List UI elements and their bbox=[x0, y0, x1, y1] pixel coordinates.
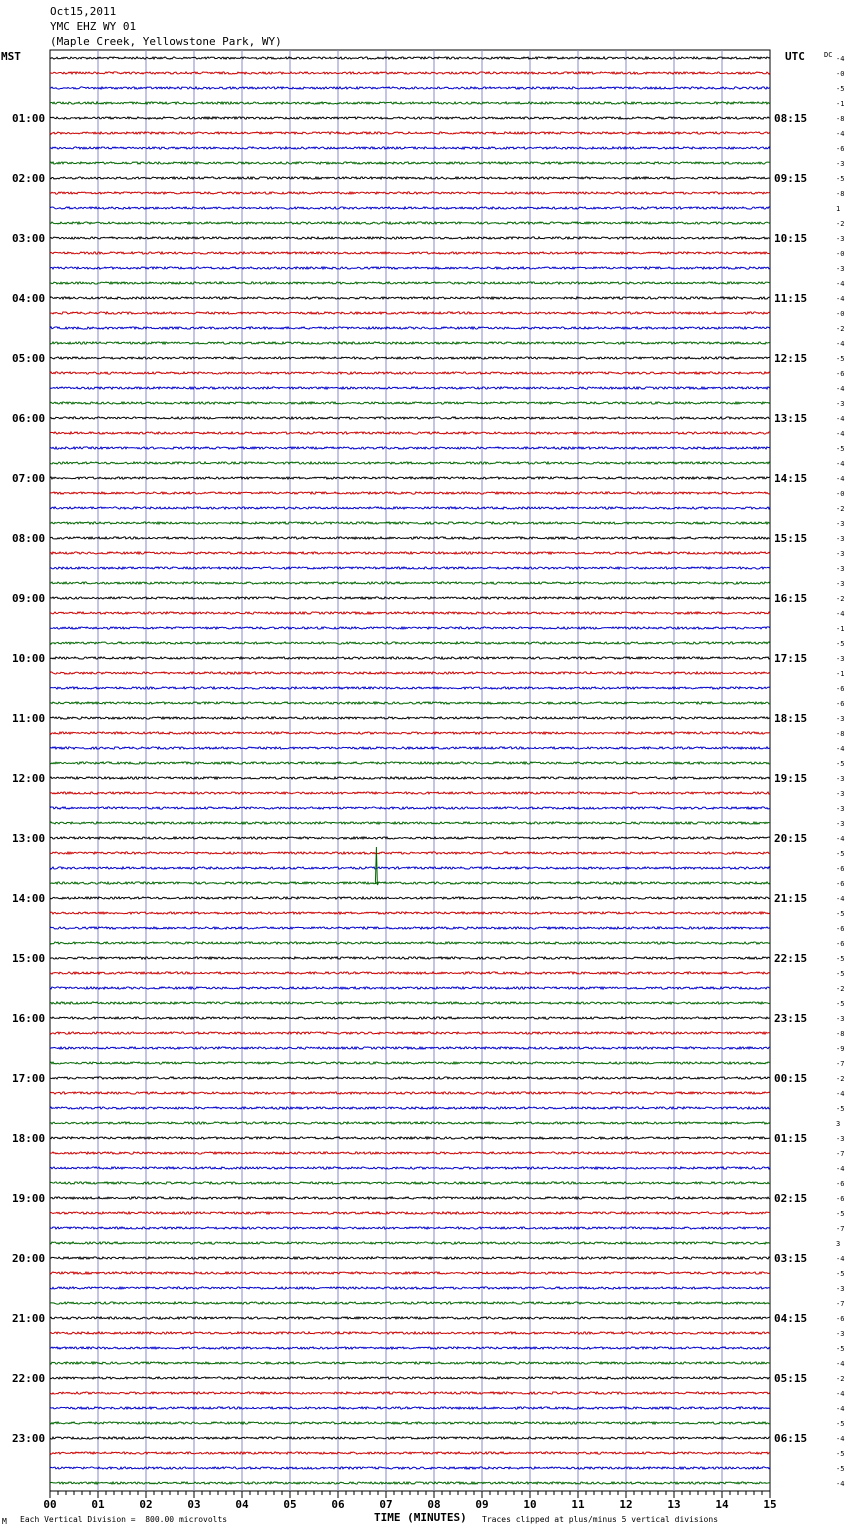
seismic-trace bbox=[50, 1032, 770, 1034]
dc-offset-label: -0 bbox=[836, 70, 845, 78]
dc-offset-label: -6 bbox=[836, 685, 845, 693]
seismic-trace bbox=[50, 807, 770, 809]
x-tick-label: 06 bbox=[331, 1498, 345, 1511]
seismic-trace bbox=[50, 282, 770, 284]
seismic-trace bbox=[50, 762, 770, 764]
dc-offset-label: -8 bbox=[836, 730, 845, 738]
dc-offset-label: -3 bbox=[836, 565, 845, 573]
dc-offset-label: -4 bbox=[836, 1255, 845, 1263]
seismic-trace bbox=[50, 102, 770, 104]
x-tick-label: 12 bbox=[619, 1498, 633, 1511]
x-tick-label: 02 bbox=[139, 1498, 153, 1511]
seismic-trace bbox=[50, 147, 770, 149]
corner-mark: M bbox=[2, 1517, 7, 1526]
dc-offset-label: -5 bbox=[836, 1450, 845, 1458]
dc-offset-label: -6 bbox=[836, 925, 845, 933]
dc-offset-label: -0 bbox=[836, 250, 845, 258]
hour-label-left: 07:00 bbox=[12, 472, 46, 485]
seismic-trace bbox=[50, 612, 770, 614]
seismic-trace bbox=[50, 207, 770, 209]
seismic-trace bbox=[50, 507, 770, 509]
dc-offset-label: -4 bbox=[836, 835, 845, 843]
seismic-trace bbox=[50, 1152, 770, 1154]
seismic-trace bbox=[50, 1077, 770, 1079]
seismic-trace bbox=[50, 447, 770, 449]
dc-offset-label: -3 bbox=[836, 805, 845, 813]
dc-offset-label: -5 bbox=[836, 175, 845, 183]
dc-offset-label: -5 bbox=[836, 760, 845, 768]
plot-frame bbox=[50, 50, 770, 1491]
dc-offset-label: -4 bbox=[836, 745, 845, 753]
seismic-trace bbox=[50, 1332, 770, 1334]
dc-offset-label: -3 bbox=[836, 1330, 845, 1338]
hour-label-right: 15:15 bbox=[774, 532, 808, 545]
dc-offset-label: -0 bbox=[836, 310, 845, 318]
x-axis-title: TIME (MINUTES) bbox=[374, 1511, 467, 1524]
dc-offset-label: -6 bbox=[836, 880, 845, 888]
seismic-trace bbox=[50, 1017, 770, 1019]
seismic-trace bbox=[50, 1287, 770, 1289]
seismic-trace bbox=[50, 882, 770, 884]
seismic-trace bbox=[50, 1422, 770, 1424]
seismic-trace bbox=[50, 822, 770, 824]
seismic-trace bbox=[50, 132, 770, 134]
dc-offset-label: -3 bbox=[836, 160, 845, 168]
seismic-trace bbox=[50, 942, 770, 944]
seismic-trace bbox=[50, 432, 770, 434]
header-station: YMC EHZ WY 01 bbox=[50, 20, 137, 33]
x-tick-label: 00 bbox=[43, 1498, 57, 1511]
dc-offset-label: -5 bbox=[836, 955, 845, 963]
hour-label-right: 18:15 bbox=[774, 712, 808, 725]
seismic-trace bbox=[50, 402, 770, 404]
hour-label-right: 06:15 bbox=[774, 1432, 808, 1445]
dc-offset-label: -2 bbox=[836, 1375, 845, 1383]
seismic-trace bbox=[50, 1002, 770, 1004]
dc-offset-label: -4 bbox=[836, 1090, 845, 1098]
dc-offset-label: -5 bbox=[836, 1420, 845, 1428]
seismic-trace bbox=[50, 687, 770, 689]
dc-offset-label: -9 bbox=[836, 1045, 845, 1053]
hour-label-left: 19:00 bbox=[12, 1192, 46, 1205]
seismic-trace bbox=[50, 672, 770, 674]
hour-label-left: 16:00 bbox=[12, 1012, 46, 1025]
seismic-trace bbox=[50, 312, 770, 314]
hour-label-right: 02:15 bbox=[774, 1192, 808, 1205]
hour-label-left: 21:00 bbox=[12, 1312, 46, 1325]
seismic-trace bbox=[50, 417, 770, 419]
seismic-trace bbox=[50, 372, 770, 374]
hour-label-left: 13:00 bbox=[12, 832, 46, 845]
dc-offset-label: -5 bbox=[836, 355, 845, 363]
hour-label-left: 17:00 bbox=[12, 1072, 46, 1085]
dc-offset-label: -4 bbox=[836, 295, 845, 303]
dc-offset-label: -3 bbox=[836, 655, 845, 663]
x-tick-label: 03 bbox=[187, 1498, 201, 1511]
hour-label-right: 03:15 bbox=[774, 1252, 808, 1265]
dc-offset-label: -6 bbox=[836, 145, 845, 153]
seismic-trace bbox=[50, 462, 770, 464]
hour-label-right: 01:15 bbox=[774, 1132, 808, 1145]
hour-label-left: 12:00 bbox=[12, 772, 46, 785]
hour-label-left: 14:00 bbox=[12, 892, 46, 905]
seismic-trace bbox=[50, 897, 770, 899]
dc-offset-label: -5 bbox=[836, 1270, 845, 1278]
dc-offset-label: -2 bbox=[836, 505, 845, 513]
hour-label-left: 06:00 bbox=[12, 412, 46, 425]
x-tick-label: 05 bbox=[283, 1498, 297, 1511]
seismic-trace bbox=[50, 1122, 770, 1124]
dc-offset-label: -2 bbox=[836, 985, 845, 993]
dc-offset-label: -3 bbox=[836, 1135, 845, 1143]
x-tick-label: 09 bbox=[475, 1498, 489, 1511]
hour-label-right: 12:15 bbox=[774, 352, 808, 365]
seismic-trace bbox=[50, 567, 770, 569]
seismic-trace bbox=[50, 1437, 770, 1439]
dc-offset-label: -5 bbox=[836, 85, 845, 93]
dc-offset-label: -5 bbox=[836, 970, 845, 978]
seismic-trace bbox=[50, 1092, 770, 1094]
seismic-trace bbox=[50, 1227, 770, 1229]
seismic-trace bbox=[50, 552, 770, 554]
seismic-trace bbox=[50, 222, 770, 224]
seismic-trace bbox=[50, 657, 770, 659]
dc-offset-label: -4 bbox=[836, 475, 845, 483]
dc-offset-label: -7 bbox=[836, 1225, 845, 1233]
seismic-trace bbox=[50, 1362, 770, 1364]
hour-label-left: 20:00 bbox=[12, 1252, 46, 1265]
dc-offset-label: -4 bbox=[836, 610, 845, 618]
hour-label-left: 08:00 bbox=[12, 532, 46, 545]
seismic-trace bbox=[50, 747, 770, 749]
seismic-trace bbox=[50, 1452, 770, 1454]
dc-offset-label: -4 bbox=[836, 130, 845, 138]
dc-offset-label: -2 bbox=[836, 1075, 845, 1083]
hour-label-right: 11:15 bbox=[774, 292, 808, 305]
seismic-trace bbox=[50, 252, 770, 254]
dc-offset-label: -5 bbox=[836, 1000, 845, 1008]
x-tick-label: 10 bbox=[523, 1498, 537, 1511]
dc-offset-label: -5 bbox=[836, 445, 845, 453]
dc-offset-label: 1 bbox=[836, 205, 841, 213]
hour-label-right: 09:15 bbox=[774, 172, 808, 185]
seismic-trace bbox=[50, 852, 770, 854]
seismic-trace bbox=[50, 387, 770, 389]
seismic-trace bbox=[50, 1242, 770, 1244]
seismic-trace bbox=[50, 72, 770, 74]
dc-offset-label: -1 bbox=[836, 670, 845, 678]
dc-offset-label: -3 bbox=[836, 1015, 845, 1023]
seismic-trace bbox=[50, 297, 770, 299]
dc-offset-label: -5 bbox=[836, 1465, 845, 1473]
hour-label-left: 18:00 bbox=[12, 1132, 46, 1145]
hour-label-left: 05:00 bbox=[12, 352, 46, 365]
seismic-trace bbox=[50, 1167, 770, 1169]
dc-offset-label: -4 bbox=[836, 1360, 845, 1368]
dc-offset-label: -3 bbox=[836, 790, 845, 798]
seismic-trace bbox=[50, 192, 770, 194]
hour-label-right: 08:15 bbox=[774, 112, 808, 125]
hour-label-left: 23:00 bbox=[12, 1432, 46, 1445]
dc-offset-label: -1 bbox=[836, 100, 845, 108]
dc-offset-label: -6 bbox=[836, 370, 845, 378]
hour-label-left: 09:00 bbox=[12, 592, 46, 605]
hour-label-left: 01:00 bbox=[12, 112, 46, 125]
dc-offset-label: -6 bbox=[836, 865, 845, 873]
dc-offset-label: -7 bbox=[836, 1300, 845, 1308]
x-tick-label: 08 bbox=[427, 1498, 441, 1511]
dc-offset-label: -8 bbox=[836, 1030, 845, 1038]
seismic-trace bbox=[50, 1347, 770, 1349]
seismic-trace bbox=[50, 972, 770, 974]
hour-label-left: 02:00 bbox=[12, 172, 46, 185]
x-tick-label: 07 bbox=[379, 1498, 393, 1511]
hour-label-right: 16:15 bbox=[774, 592, 808, 605]
scale-note: Each Vertical Division = 800.00 microvolts bbox=[20, 1515, 228, 1524]
seismic-trace bbox=[50, 1467, 770, 1469]
seismic-trace bbox=[50, 1317, 770, 1319]
dc-offset-label: 3 bbox=[836, 1240, 841, 1248]
dc-offset-label: -6 bbox=[836, 1195, 845, 1203]
dc-offset-label: -4 bbox=[836, 55, 845, 63]
seismic-trace bbox=[50, 87, 770, 89]
seismic-trace bbox=[50, 912, 770, 914]
seismic-trace bbox=[50, 522, 770, 524]
seismic-trace bbox=[50, 327, 770, 329]
hour-label-right: 20:15 bbox=[774, 832, 808, 845]
seismic-trace bbox=[50, 732, 770, 734]
seismic-trace bbox=[50, 162, 770, 164]
hour-label-right: 14:15 bbox=[774, 472, 808, 485]
seismic-trace bbox=[50, 237, 770, 239]
dc-offset-label: -5 bbox=[836, 850, 845, 858]
seismic-trace bbox=[50, 1197, 770, 1199]
hour-label-right: 13:15 bbox=[774, 412, 808, 425]
seismic-trace bbox=[50, 1407, 770, 1409]
dc-offset-label: -8 bbox=[836, 190, 845, 198]
dc-offset-label: -6 bbox=[836, 1180, 845, 1188]
dc-offset-label: 3 bbox=[836, 1120, 841, 1128]
dc-offset-label: -3 bbox=[836, 775, 845, 783]
seismic-trace bbox=[50, 777, 770, 779]
seismic-trace bbox=[50, 357, 770, 359]
dc-offset-label: -4 bbox=[836, 430, 845, 438]
hour-label-right: 05:15 bbox=[774, 1372, 808, 1385]
dc-offset-label: -3 bbox=[836, 235, 845, 243]
seismic-trace bbox=[50, 1047, 770, 1049]
hour-label-right: 22:15 bbox=[774, 952, 808, 965]
seismic-trace bbox=[50, 537, 770, 539]
hour-label-left: 11:00 bbox=[12, 712, 46, 725]
dc-offset-label: -7 bbox=[836, 1150, 845, 1158]
hour-label-right: 21:15 bbox=[774, 892, 808, 905]
seismic-trace bbox=[50, 1272, 770, 1274]
dc-offset-label: -3 bbox=[836, 820, 845, 828]
seismic-trace bbox=[50, 1377, 770, 1379]
hour-label-right: 17:15 bbox=[774, 652, 808, 665]
dc-offset-label: -5 bbox=[836, 1105, 845, 1113]
hour-label-left: 15:00 bbox=[12, 952, 46, 965]
seismic-trace bbox=[50, 1062, 770, 1064]
right-axis-label: UTC bbox=[785, 50, 805, 63]
dc-offset-label: -3 bbox=[836, 265, 845, 273]
seismic-trace bbox=[50, 342, 770, 344]
hour-label-right: 23:15 bbox=[774, 1012, 808, 1025]
dc-offset-label: -4 bbox=[836, 1405, 845, 1413]
x-tick-label: 13 bbox=[667, 1498, 681, 1511]
seismic-trace bbox=[50, 597, 770, 599]
dc-offset-label: -3 bbox=[836, 715, 845, 723]
seismic-trace bbox=[50, 987, 770, 989]
dc-offset-label: -4 bbox=[836, 460, 845, 468]
dc-offset-label: -4 bbox=[836, 1390, 845, 1398]
hour-label-left: 04:00 bbox=[12, 292, 46, 305]
dc-offset-label: -3 bbox=[836, 550, 845, 558]
seismic-trace bbox=[50, 1302, 770, 1304]
dc-offset-label: -4 bbox=[836, 340, 845, 348]
dc-offset-label: -6 bbox=[836, 1315, 845, 1323]
dc-offset-label: -4 bbox=[836, 895, 845, 903]
seismic-trace bbox=[50, 957, 770, 959]
left-axis-label: MST bbox=[1, 50, 21, 63]
dc-offset-label: -2 bbox=[836, 325, 845, 333]
clip-note: Traces clipped at plus/minus 5 vertical divisions bbox=[482, 1515, 719, 1524]
x-tick-label: 14 bbox=[715, 1498, 729, 1511]
hour-label-left: 03:00 bbox=[12, 232, 46, 245]
seismic-trace bbox=[50, 1212, 770, 1214]
dc-label: DC bbox=[824, 51, 833, 59]
seismic-trace bbox=[50, 837, 770, 839]
seismic-trace bbox=[50, 717, 770, 719]
x-tick-label: 15 bbox=[763, 1498, 777, 1511]
dc-offset-label: -5 bbox=[836, 640, 845, 648]
seismic-trace bbox=[50, 267, 770, 269]
hour-label-left: 22:00 bbox=[12, 1372, 46, 1385]
x-tick-label: 04 bbox=[235, 1498, 249, 1511]
dc-offset-label: -6 bbox=[836, 940, 845, 948]
dc-offset-label: -1 bbox=[836, 625, 845, 633]
dc-offset-label: -4 bbox=[836, 385, 845, 393]
dc-offset-label: -2 bbox=[836, 220, 845, 228]
seismic-trace bbox=[50, 927, 770, 929]
dc-offset-label: -5 bbox=[836, 1345, 845, 1353]
seismic-trace bbox=[50, 1137, 770, 1139]
header-date: Oct15,2011 bbox=[50, 5, 117, 18]
seismic-trace bbox=[50, 492, 770, 494]
hour-label-right: 04:15 bbox=[774, 1312, 808, 1325]
seismic-trace bbox=[50, 642, 770, 644]
seismic-trace bbox=[50, 1182, 770, 1184]
dc-offset-label: -3 bbox=[836, 535, 845, 543]
seismic-trace bbox=[50, 177, 770, 179]
hour-label-right: 19:15 bbox=[774, 772, 808, 785]
seismic-trace bbox=[50, 627, 770, 629]
seismic-trace bbox=[50, 1257, 770, 1259]
seismic-trace bbox=[50, 1482, 770, 1484]
dc-offset-label: -4 bbox=[836, 280, 845, 288]
seismic-trace bbox=[50, 792, 770, 794]
x-tick-label: 01 bbox=[91, 1498, 105, 1511]
dc-offset-label: -4 bbox=[836, 415, 845, 423]
dc-offset-label: -8 bbox=[836, 115, 845, 123]
seismic-trace bbox=[50, 582, 770, 584]
seismic-trace bbox=[50, 702, 770, 704]
hour-label-left: 10:00 bbox=[12, 652, 46, 665]
dc-offset-label: -5 bbox=[836, 1210, 845, 1218]
seismic-trace bbox=[50, 1392, 770, 1394]
hour-label-right: 10:15 bbox=[774, 232, 808, 245]
seismic-trace bbox=[50, 57, 770, 59]
dc-offset-label: -6 bbox=[836, 700, 845, 708]
dc-offset-label: -3 bbox=[836, 580, 845, 588]
seismic-trace bbox=[50, 477, 770, 479]
hour-label-right: 00:15 bbox=[774, 1072, 808, 1085]
dc-offset-label: -4 bbox=[836, 1435, 845, 1443]
seismic-trace bbox=[50, 867, 770, 869]
dc-offset-label: -7 bbox=[836, 1060, 845, 1068]
header-location: (Maple Creek, Yellowstone Park, WY) bbox=[50, 35, 282, 48]
dc-offset-label: -3 bbox=[836, 1285, 845, 1293]
dc-offset-label: -2 bbox=[836, 595, 845, 603]
dc-offset-label: -5 bbox=[836, 910, 845, 918]
dc-offset-label: -3 bbox=[836, 520, 845, 528]
dc-offset-label: -4 bbox=[836, 1480, 845, 1488]
dc-offset-label: -4 bbox=[836, 1165, 845, 1173]
dc-offset-label: -0 bbox=[836, 490, 845, 498]
dc-offset-label: -3 bbox=[836, 400, 845, 408]
seismic-trace bbox=[50, 1107, 770, 1109]
seismic-trace bbox=[50, 117, 770, 119]
x-tick-label: 11 bbox=[571, 1498, 585, 1511]
